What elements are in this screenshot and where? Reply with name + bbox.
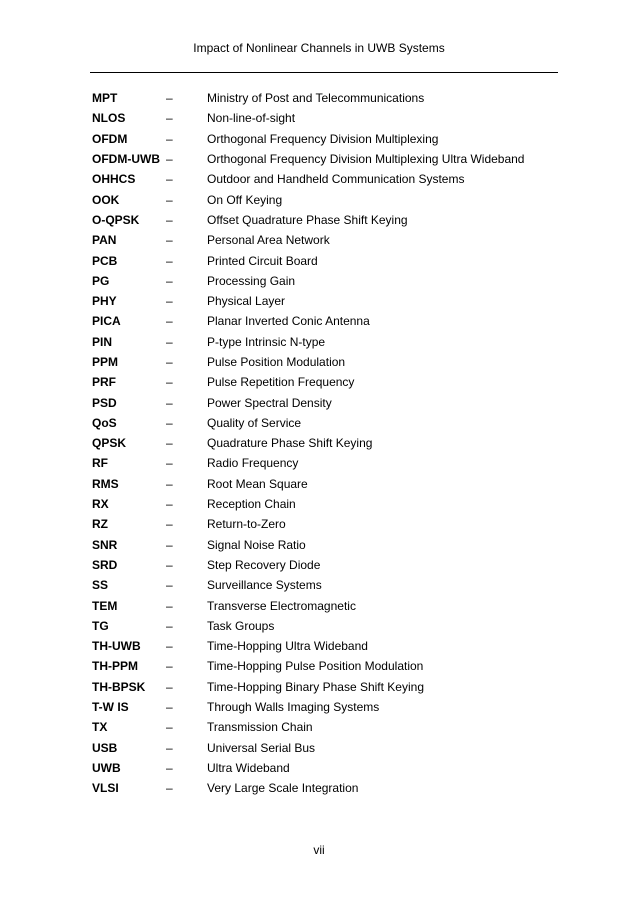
abbreviation-term: VLSI (92, 781, 119, 796)
abbreviation-row (92, 250, 562, 270)
abbreviation-definition: On Off Keying (207, 192, 283, 207)
abbreviation-row (92, 555, 562, 575)
abbreviation-row (92, 758, 562, 778)
abbreviation-definition: Pulse Repetition Frequency (207, 375, 355, 390)
abbreviation-row (92, 595, 562, 615)
abbreviation-term: UWB (92, 760, 121, 775)
abbreviation-separator: – (166, 720, 173, 735)
abbreviation-row (92, 352, 562, 372)
abbreviation-definition: P-type Intrinsic N-type (207, 334, 326, 349)
abbreviation-row (92, 636, 562, 656)
abbreviation-definition: Transmission Chain (207, 720, 313, 735)
abbreviation-row (92, 697, 562, 717)
abbreviation-definition: Quality of Service (207, 415, 302, 430)
abbreviation-separator: – (166, 537, 173, 552)
abbreviation-definition: Printed Circuit Board (207, 253, 318, 268)
abbreviation-term: PIN (92, 334, 113, 349)
abbreviation-definition: Time-Hopping Ultra Wideband (207, 639, 368, 654)
abbreviation-separator: – (166, 659, 173, 674)
abbreviation-row (92, 149, 562, 169)
abbreviation-definition: Reception Chain (207, 497, 296, 512)
abbreviation-separator: – (166, 233, 173, 248)
abbreviation-separator: – (166, 212, 173, 227)
abbreviation-row (92, 413, 562, 433)
abbreviation-definition: Signal Noise Ratio (207, 537, 306, 552)
abbreviation-separator: – (166, 152, 173, 167)
abbreviation-row (92, 656, 562, 676)
abbreviation-term: QoS (92, 415, 117, 430)
abbreviation-row (92, 311, 562, 331)
abbreviation-list (92, 88, 562, 798)
abbreviation-term: PICA (92, 314, 121, 329)
abbreviation-row (92, 717, 562, 737)
abbreviation-term: RZ (92, 517, 108, 532)
abbreviation-definition: Orthogonal Frequency Division Multiplexing Ultra Wideband (207, 152, 525, 167)
abbreviation-separator: – (166, 355, 173, 369)
abbreviation-definition: Root Mean Square (207, 476, 308, 491)
abbreviation-definition: Offset Quadrature Phase Shift Keying (207, 212, 408, 227)
abbreviation-separator: – (166, 598, 173, 613)
abbreviation-row (92, 575, 562, 595)
abbreviation-separator: – (166, 760, 173, 775)
abbreviation-term: MPT (92, 91, 118, 106)
header-rule (90, 72, 558, 73)
abbreviation-separator: – (166, 679, 173, 694)
abbreviation-row (92, 210, 562, 230)
abbreviation-definition: Non-line-of-sight (207, 111, 296, 126)
abbreviation-separator: – (166, 557, 173, 572)
abbreviation-term: TX (92, 720, 108, 735)
abbreviation-row (92, 514, 562, 534)
abbreviation-definition: Surveillance Systems (207, 578, 322, 593)
abbreviation-term: PG (92, 273, 110, 288)
abbreviation-term: QPSK (92, 436, 127, 451)
abbreviation-separator: – (166, 436, 173, 451)
abbreviation-row (92, 453, 562, 473)
abbreviation-term: TEM (92, 598, 118, 613)
abbreviation-separator: – (166, 111, 173, 126)
abbreviation-definition: Task Groups (207, 618, 275, 633)
abbreviation-definition: Ultra Wideband (207, 760, 290, 775)
abbreviation-term: PHY (92, 294, 117, 309)
abbreviation-term: SRD (92, 557, 118, 572)
abbreviation-separator: – (166, 91, 173, 106)
abbreviation-row (92, 677, 562, 697)
abbreviation-separator: – (166, 578, 173, 593)
abbreviation-row (92, 332, 562, 352)
abbreviation-definition: Personal Area Network (207, 233, 330, 248)
abbreviation-separator: – (166, 294, 173, 309)
running-header: Impact of Nonlinear Channels in UWB Systems (193, 41, 445, 55)
abbreviation-definition: Processing Gain (207, 273, 296, 288)
abbreviation-row (92, 88, 562, 108)
abbreviation-row (92, 474, 562, 494)
abbreviation-term: OFDM (92, 131, 128, 146)
abbreviation-separator: – (166, 781, 173, 796)
abbreviation-term: NLOS (92, 111, 126, 126)
page-number: vii (313, 843, 325, 857)
abbreviation-separator: – (166, 618, 173, 633)
abbreviation-separator: – (166, 314, 173, 329)
abbreviation-term: TH-BPSK (92, 679, 146, 694)
abbreviation-separator: – (166, 517, 173, 532)
abbreviation-term: RX (92, 497, 109, 512)
abbreviation-definition: Power Spectral Density (207, 395, 332, 410)
abbreviation-definition: Step Recovery Diode (207, 557, 321, 572)
abbreviation-row (92, 230, 562, 250)
abbreviation-separator: – (166, 476, 173, 491)
abbreviation-separator: – (166, 334, 173, 349)
abbreviation-term: PRF (92, 375, 116, 390)
abbreviation-definition: Time-Hopping Binary Phase Shift Keying (207, 679, 424, 694)
abbreviation-definition: Planar Inverted Conic Antenna (207, 314, 370, 329)
abbreviation-row (92, 372, 562, 392)
abbreviation-row (92, 291, 562, 311)
abbreviation-row (92, 169, 562, 189)
abbreviation-definition: Radio Frequency (207, 456, 299, 471)
abbreviation-term: T-W IS (92, 700, 129, 715)
abbreviation-term: SNR (92, 537, 118, 552)
abbreviation-term: OHHCS (92, 172, 136, 187)
abbreviation-definition: Very Large Scale Integration (207, 781, 359, 796)
abbreviation-row (92, 108, 562, 128)
abbreviation-term: TG (92, 618, 109, 633)
abbreviation-term: OFDM-UWB (92, 152, 160, 167)
abbreviation-row (92, 271, 562, 291)
abbreviation-separator: – (166, 456, 173, 471)
abbreviation-row (92, 616, 562, 636)
abbreviation-definition: Transverse Electromagnetic (207, 598, 356, 613)
abbreviation-term: TH-UWB (92, 639, 141, 654)
abbreviation-term: RMS (92, 476, 119, 491)
abbreviation-definition: Return-to-Zero (207, 517, 286, 532)
abbreviation-separator: – (166, 253, 173, 268)
abbreviation-separator: – (166, 375, 173, 390)
abbreviation-term: O-QPSK (92, 212, 140, 227)
abbreviation-row (92, 535, 562, 555)
abbreviation-definition: Through Walls Imaging Systems (207, 700, 380, 715)
abbreviation-row (92, 129, 562, 149)
abbreviation-term: PAN (92, 233, 117, 248)
abbreviation-term: PPM (92, 355, 119, 369)
abbreviation-separator: – (166, 740, 173, 755)
abbreviation-term: USB (92, 740, 118, 755)
abbreviation-separator: – (166, 700, 173, 715)
abbreviation-term: PSD (92, 395, 117, 410)
abbreviation-separator: – (166, 192, 173, 207)
abbreviation-term: RF (92, 456, 108, 471)
abbreviation-term: TH-PPM (92, 659, 138, 674)
abbreviation-definition: Physical Layer (207, 294, 286, 309)
abbreviation-row (92, 778, 562, 798)
abbreviation-separator: – (166, 131, 173, 146)
abbreviation-definition: Ministry of Post and Telecommunications (207, 91, 425, 106)
abbreviation-definition: Universal Serial Bus (207, 740, 316, 755)
abbreviation-definition: Quadrature Phase Shift Keying (207, 436, 373, 451)
abbreviation-row (92, 189, 562, 209)
abbreviation-separator: – (166, 415, 173, 430)
abbreviation-definition: Time-Hopping Pulse Position Modulation (207, 659, 424, 674)
abbreviation-separator: – (166, 172, 173, 187)
abbreviation-separator: – (166, 273, 173, 288)
abbreviation-row (92, 433, 562, 453)
abbreviation-separator: – (166, 497, 173, 512)
abbreviation-term: SS (92, 578, 109, 593)
abbreviation-definition: Outdoor and Handheld Communication Systems (207, 172, 465, 187)
abbreviation-term: OOK (92, 192, 120, 207)
abbreviation-separator: – (166, 639, 173, 654)
abbreviation-definition: Pulse Position Modulation (207, 355, 346, 369)
abbreviation-row (92, 392, 562, 412)
abbreviation-term: PCB (92, 253, 118, 268)
abbreviation-row (92, 494, 562, 514)
abbreviation-definition: Orthogonal Frequency Division Multiplexing (207, 131, 439, 146)
abbreviation-row (92, 738, 562, 758)
abbreviation-separator: – (166, 395, 173, 410)
